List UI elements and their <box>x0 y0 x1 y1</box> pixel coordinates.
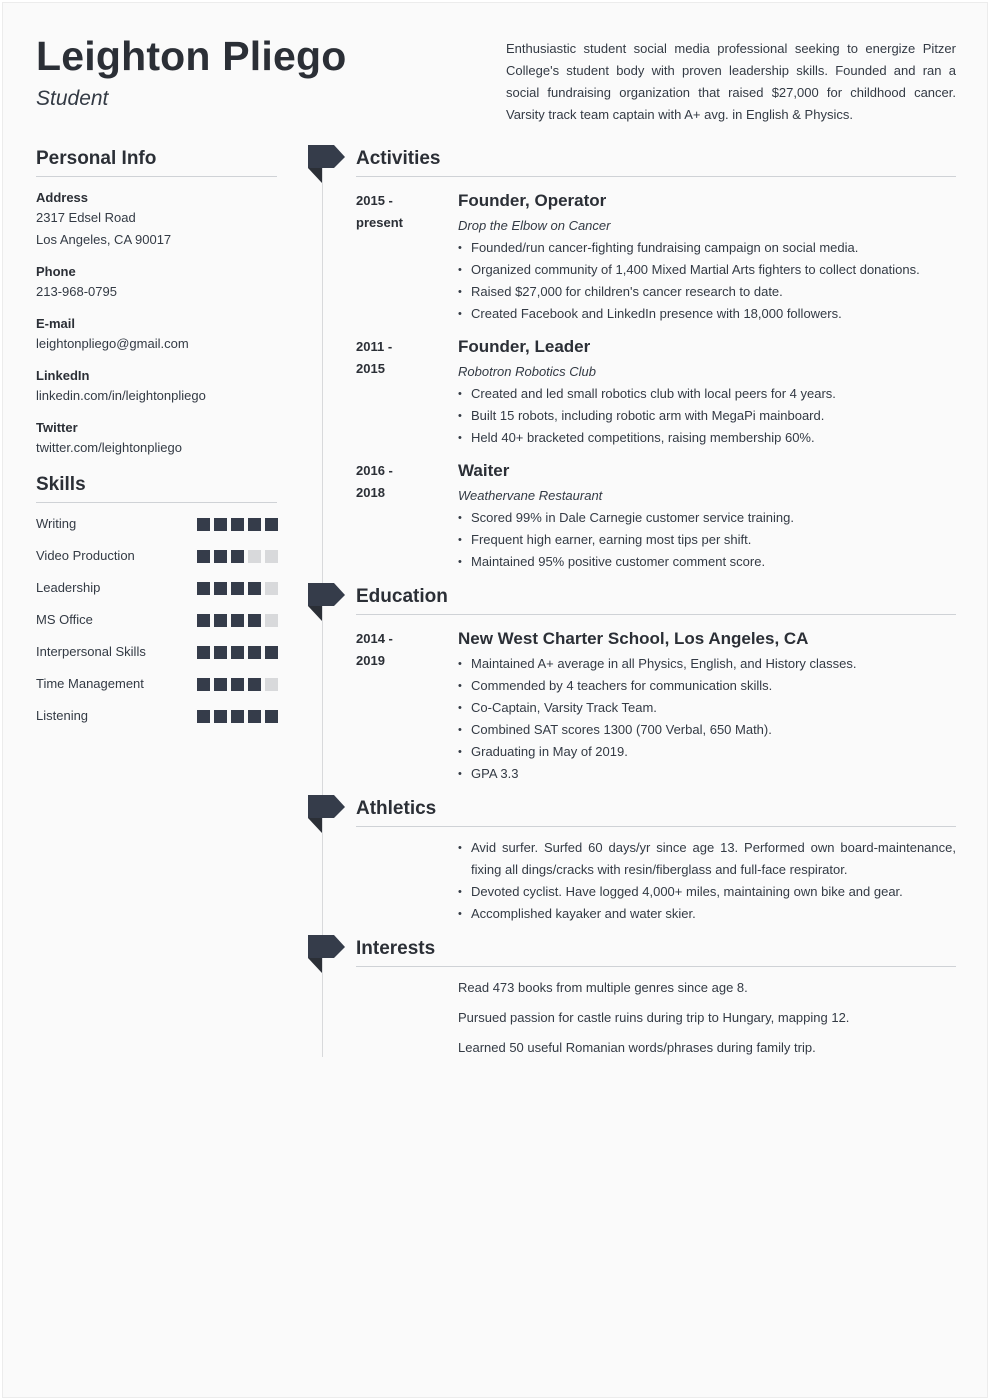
interests-heading: Interests <box>356 938 956 967</box>
section-flag-icon <box>308 795 346 837</box>
entry-date <box>356 336 426 380</box>
skill-level-rating <box>197 550 278 563</box>
linkedin-value[interactable]: linkedin.com/in/leightonpliego <box>36 388 206 403</box>
email-value[interactable]: leightonpliego@gmail.com <box>36 336 189 351</box>
bullet-item: • Scored 99% in Dale Carnegie customer service training. <box>458 507 956 529</box>
skill-dot-filled <box>248 710 261 723</box>
date-end: present <box>356 215 403 230</box>
skill-dot-filled <box>231 518 244 531</box>
skill-dot-empty <box>265 582 278 595</box>
summary-paragraph: Enthusiastic student social media professional seeking to energize Pitzer College's student body with proven leadership skills. Founded and ran a social fundraising organization that raised $27,000 for childhood cancer. Varsity track team captain with A+ avg. in English & Physics. <box>506 41 956 122</box>
skill-dot-filled <box>231 614 244 627</box>
bullet-item: • Maintained 95% positive customer comment score. <box>458 551 956 573</box>
entry-organization: Weathervane Restaurant <box>458 488 603 503</box>
entry-bullets <box>458 507 956 573</box>
skill-dot-empty <box>265 614 278 627</box>
skill-dot-filled <box>214 550 227 563</box>
skill-dot-filled <box>231 646 244 659</box>
bullet-item: • Created Facebook and LinkedIn presence with 18,000 followers. <box>458 303 956 325</box>
interest-item: Read 473 books from multiple genres since age 8. <box>458 980 748 995</box>
address-label: Address <box>36 190 89 205</box>
school-name: New West Charter School, Los Angeles, CA <box>458 629 809 648</box>
skill-dot-filled <box>214 710 227 723</box>
skill-name: Writing <box>36 516 77 531</box>
bullet-item: • Devoted cyclist. Have logged 4,000+ miles, maintaining own bike and gear. <box>458 881 956 903</box>
skill-dot-empty <box>248 550 261 563</box>
bullet-item: • GPA 3.3 <box>458 763 956 785</box>
bullet-item: • Founded/run cancer-fighting fundraising campaign on social media. <box>458 237 956 259</box>
date-start: 2014 - <box>356 631 393 646</box>
skill-dot-filled <box>214 614 227 627</box>
athletics-heading: Athletics <box>356 798 956 827</box>
entry-title: Founder, Leader <box>458 337 591 356</box>
phone-label: Phone <box>36 264 76 279</box>
interest-item: Learned 50 useful Romanian words/phrases during family trip. <box>458 1040 816 1055</box>
bullet-item: • Commended by 4 teachers for communication skills. <box>458 675 956 697</box>
bullet-item: • Combined SAT scores 1300 (700 Verbal, 650 Math). <box>458 719 956 741</box>
skill-dot-filled <box>231 582 244 595</box>
skill-name: MS Office <box>36 612 93 627</box>
bullet-item: • Accomplished kayaker and water skier. <box>458 903 956 925</box>
skill-dot-filled <box>248 518 261 531</box>
skill-name: Interpersonal Skills <box>36 644 146 659</box>
entry-date <box>356 628 426 672</box>
bullet-item: • Co-Captain, Varsity Track Team. <box>458 697 956 719</box>
skill-dot-filled <box>248 582 261 595</box>
skill-dot-empty <box>265 550 278 563</box>
date-end: 2018 <box>356 485 385 500</box>
skill-level-rating <box>197 614 278 627</box>
address-line2: Los Angeles, CA 90017 <box>36 232 172 247</box>
section-flag-icon <box>308 583 346 625</box>
address-line1: 2317 Edsel Road <box>36 210 136 225</box>
entry-bullets <box>458 237 956 325</box>
skill-dot-filled <box>248 614 261 627</box>
skill-dot-filled <box>248 646 261 659</box>
bullet-item: • Organized community of 1,400 Mixed Martial Arts fighters to collect donations. <box>458 259 956 281</box>
bullet-item: • Raised $27,000 for children's cancer research to date. <box>458 281 956 303</box>
skill-dot-filled <box>197 614 210 627</box>
date-start: 2011 - <box>356 339 393 354</box>
phone-value: 213-968-0795 <box>36 284 117 299</box>
skill-dot-filled <box>231 678 244 691</box>
email-label: E-mail <box>36 316 76 331</box>
skill-dot-filled <box>197 582 210 595</box>
skill-dot-filled <box>265 646 278 659</box>
skill-dot-filled <box>214 582 227 595</box>
entry-date <box>356 460 426 504</box>
skill-name: Time Management <box>36 676 144 691</box>
twitter-value[interactable]: twitter.com/leightonpliego <box>36 440 182 455</box>
bullet-item: • Graduating in May of 2019. <box>458 741 956 763</box>
skill-name: Leadership <box>36 580 101 595</box>
skill-dot-filled <box>248 678 261 691</box>
skill-dot-filled <box>231 550 244 563</box>
skill-level-rating <box>197 710 278 723</box>
entry-organization: Robotron Robotics Club <box>458 364 597 379</box>
bullet-item: • Created and led small robotics club with local peers for 4 years. <box>458 383 956 405</box>
skill-dot-filled <box>197 678 210 691</box>
bullet-item: • Avid surfer. Surfed 60 days/yr since age 13. Performed own board-maintenance, fixing all dings/cracks with resin/fiberglass and full-face respirator. <box>458 837 956 881</box>
interest-item: Pursued passion for castle ruins during trip to Hungary, mapping 12. <box>458 1010 850 1025</box>
entry-date <box>356 190 426 234</box>
bullet-item: • Maintained A+ average in all Physics, English, and History classes. <box>458 653 956 675</box>
section-flag-icon <box>308 145 346 187</box>
skill-level-rating <box>197 518 278 531</box>
date-start: 2016 - <box>356 463 393 478</box>
date-end: 2019 <box>356 653 385 668</box>
date-end: 2015 <box>356 361 385 376</box>
bullet-item: • Built 15 robots, including robotic arm with MegaPi mainboard. <box>458 405 956 427</box>
linkedin-label: LinkedIn <box>36 368 90 383</box>
skill-dot-filled <box>214 518 227 531</box>
education-bullets <box>458 653 956 785</box>
skill-name: Video Production <box>36 548 135 563</box>
bullet-item: • Held 40+ bracketed competitions, raising membership 60%. <box>458 427 956 449</box>
skill-dot-filled <box>214 646 227 659</box>
entry-organization: Drop the Elbow on Cancer <box>458 218 611 233</box>
entry-title: Founder, Operator <box>458 191 607 210</box>
skill-level-rating <box>197 646 278 659</box>
entry-title: Waiter <box>458 461 510 480</box>
date-start: 2015 - <box>356 193 393 208</box>
activities-heading: Activities <box>356 148 956 177</box>
skill-dot-empty <box>265 678 278 691</box>
skills-heading: Skills <box>36 474 277 503</box>
skill-dot-filled <box>265 518 278 531</box>
candidate-role: Student <box>36 87 109 110</box>
section-flag-icon <box>308 935 346 977</box>
skill-dot-filled <box>231 710 244 723</box>
skill-dot-filled <box>197 646 210 659</box>
skill-dot-filled <box>197 518 210 531</box>
skill-name: Listening <box>36 708 89 723</box>
skill-dot-filled <box>197 710 210 723</box>
education-heading: Education <box>356 586 956 615</box>
resume-page <box>2 2 988 1398</box>
entry-bullets <box>458 383 956 449</box>
skill-dot-filled <box>265 710 278 723</box>
personal-info-heading: Personal Info <box>36 148 277 177</box>
athletics-bullets <box>458 837 956 925</box>
twitter-label: Twitter <box>36 420 78 435</box>
skill-level-rating <box>197 582 278 595</box>
skill-level-rating <box>197 678 278 691</box>
skill-dot-filled <box>197 550 210 563</box>
candidate-name: Leighton Pliego <box>36 33 347 79</box>
skill-dot-filled <box>214 678 227 691</box>
bullet-item: • Frequent high earner, earning most tips per shift. <box>458 529 956 551</box>
